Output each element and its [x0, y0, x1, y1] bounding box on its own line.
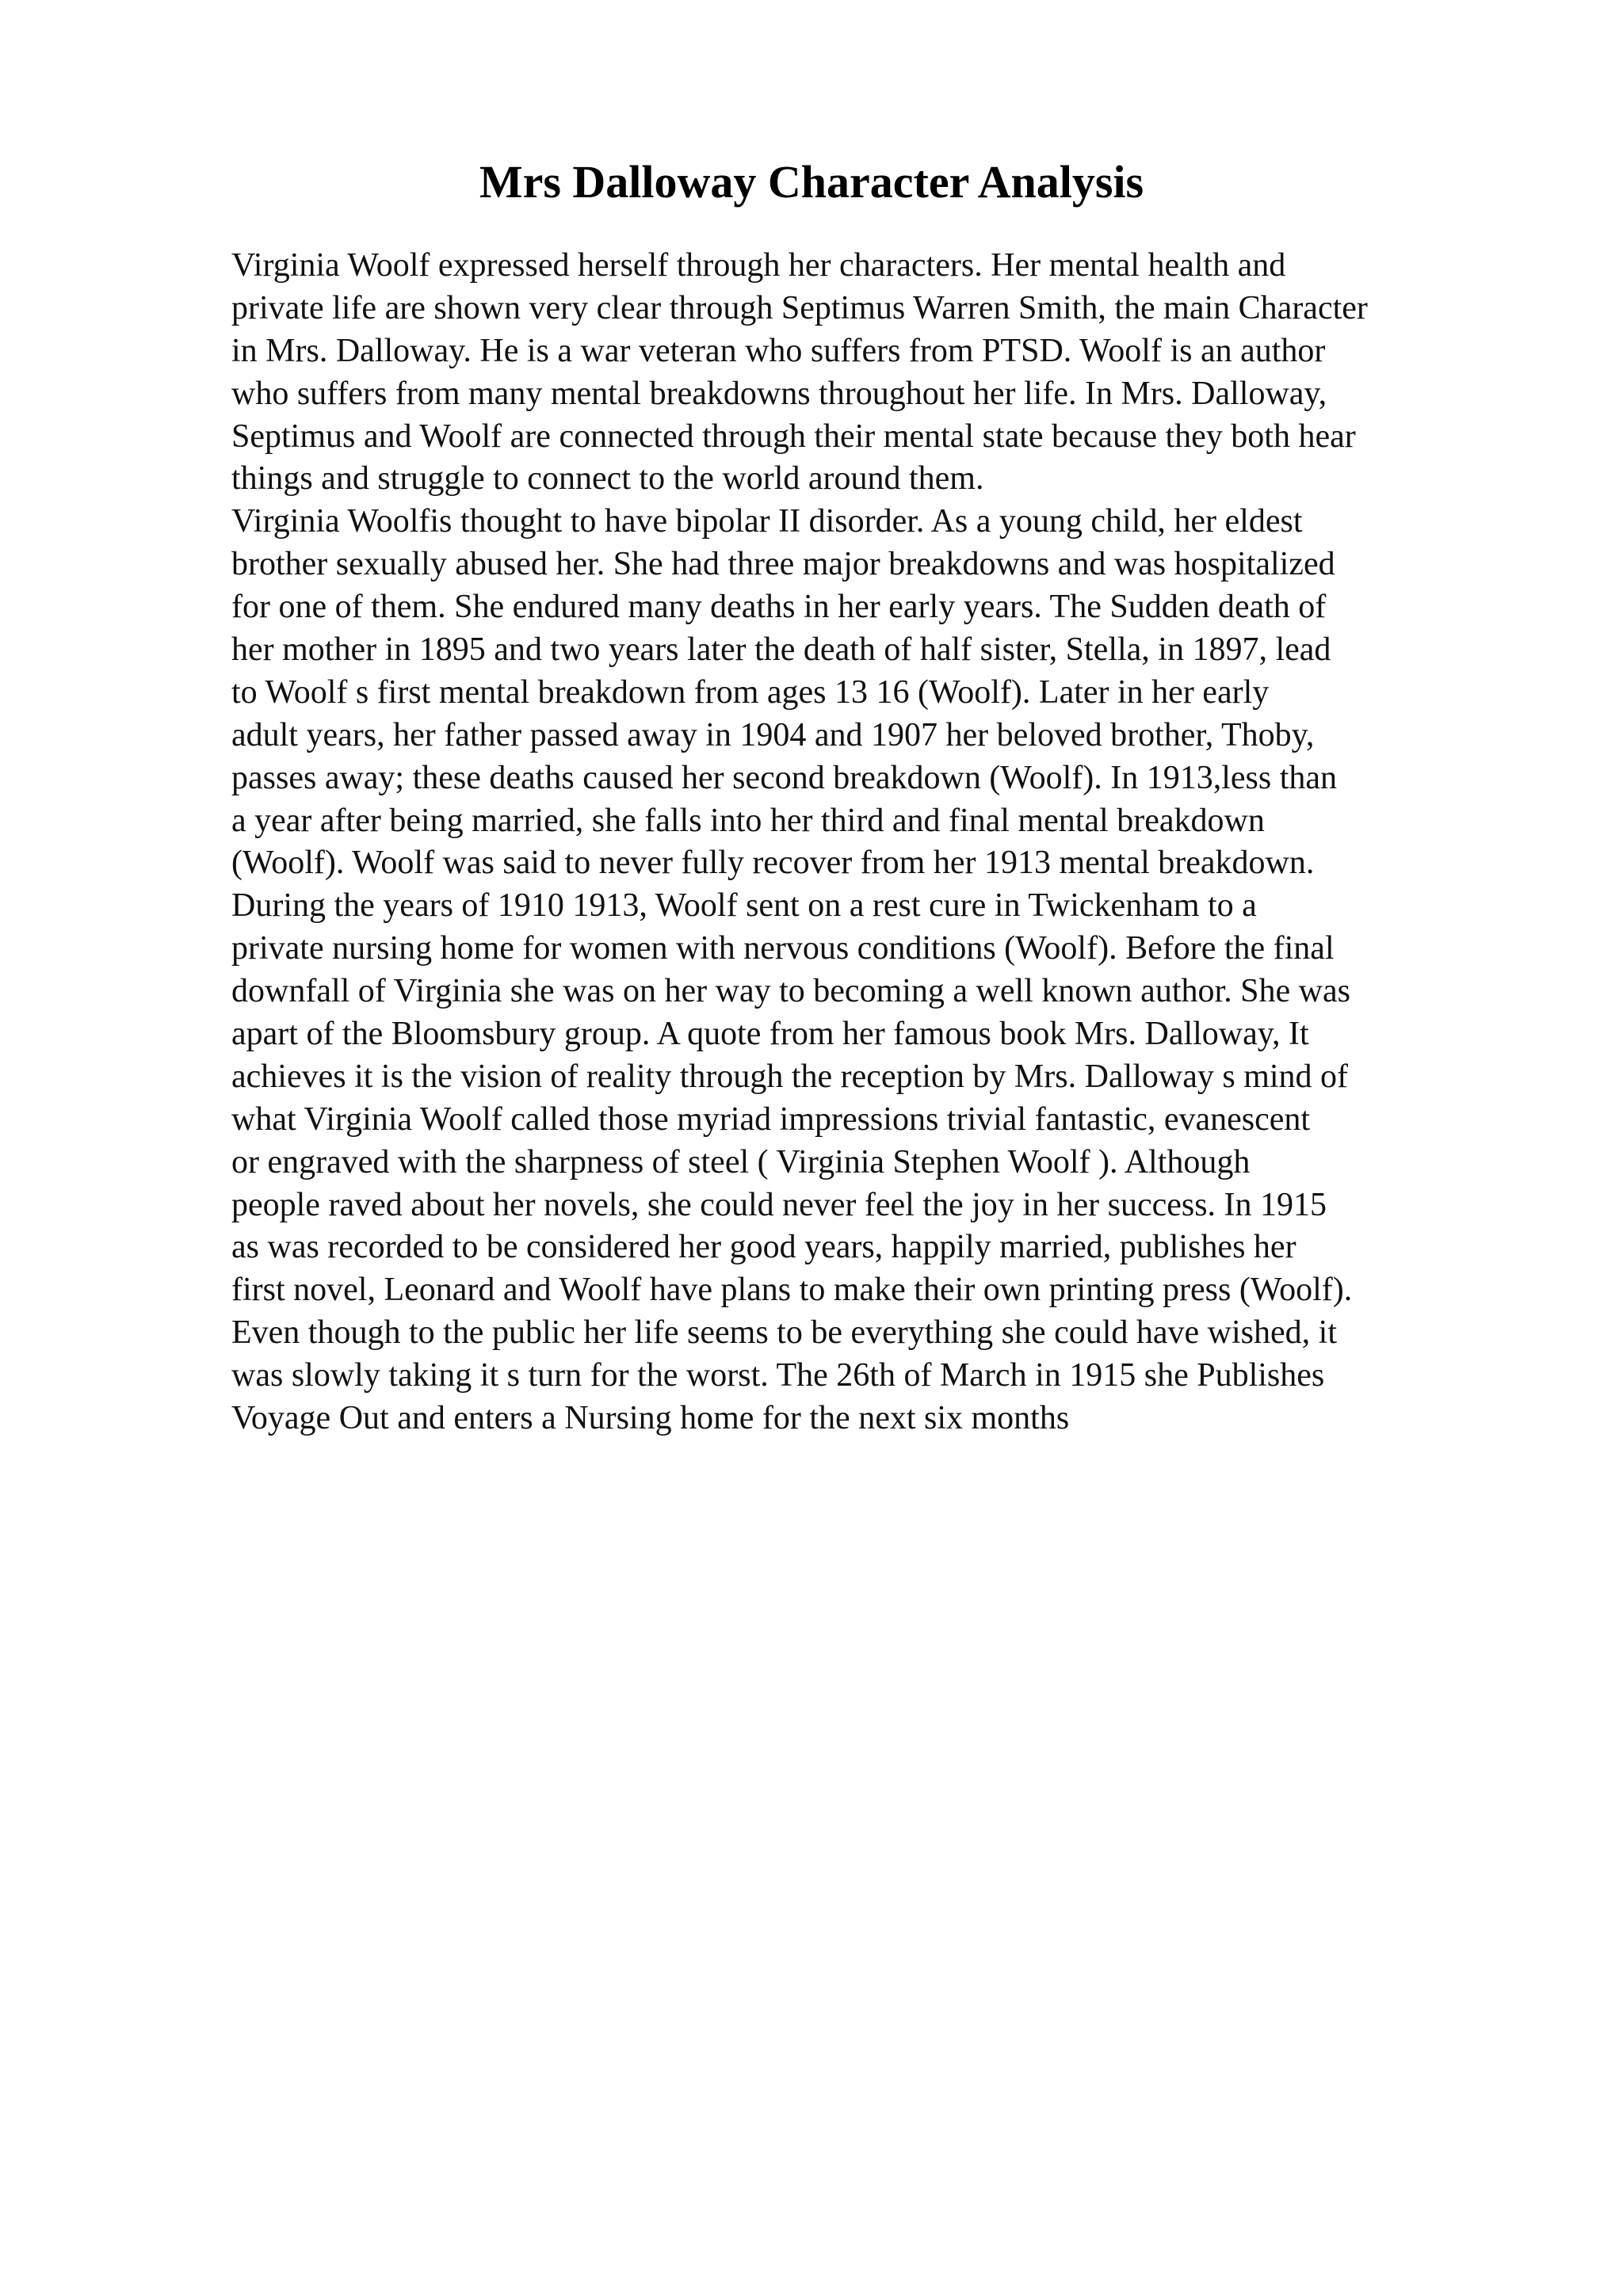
body-line: what Virginia Woolf called those myriad impressions trivial fantastic, evanescent [231, 1100, 1311, 1138]
body-line: During the years of 1910 1913, Woolf sent on a rest cure in Twickenham to a [231, 887, 1257, 925]
document-body [231, 245, 1579, 1440]
body-line: first novel, Leonard and Woolf have plans to make their own printing press (Woolf). [231, 1272, 1353, 1309]
body-line: Septimus and Woolf are connected through their mental state because they both hear [231, 418, 1356, 455]
body-line: was slowly taking it s turn for the worst. The 26th of March in 1915 she Publishes [231, 1357, 1325, 1394]
body-line: passes away; these deaths caused her second breakdown (Woolf). In 1913,less than [231, 759, 1338, 796]
body-line: achieves it is the vision of reality through the reception by Mrs. Dalloway s mind of [231, 1058, 1349, 1095]
body-line: private nursing home for women with nervous conditions (Woolf). Before the final [231, 930, 1335, 967]
body-line: Voyage Out and enters a Nursing home for the next six months [231, 1400, 1070, 1437]
body-line: her mother in 1895 and two years later the death of half sister, Stella, in 1897, lead [231, 631, 1331, 669]
body-line: adult years, her father passed away in 1904 and 1907 her beloved brother, Thoby, [231, 716, 1315, 753]
body-line: as was recorded to be considered her good years, happily married, publishes her [231, 1229, 1296, 1266]
body-line: to Woolf s first mental breakdown from ages 13 16 (Woolf). Later in her early [231, 673, 1270, 711]
body-line: in Mrs. Dalloway. He is a war veteran who suffers from PTSD. Woolf is an author [231, 332, 1326, 369]
body-line: Virginia Woolfis thought to have bipolar II disorder. As a young child, her eldest [231, 503, 1303, 540]
body-line: private life are shown very clear through Septimus Warren Smith, the main Character [231, 289, 1368, 326]
body-line: who suffers from many mental breakdowns throughout her life. In Mrs. Dalloway, [231, 375, 1327, 412]
body-line: Virginia Woolf expressed herself through her characters. Her mental health and [231, 247, 1286, 284]
document-title: Mrs Dalloway Character Analysis [479, 156, 1144, 208]
body-line: apart of the Bloomsbury group. A quote from her famous book Mrs. Dalloway, It [231, 1016, 1309, 1053]
body-line: people raved about her novels, she could never feel the joy in her success. In 1915 [231, 1186, 1327, 1223]
body-line: downfall of Virginia she was on her way to becoming a well known author. She was [231, 973, 1350, 1010]
body-line: brother sexually abused her. She had three major breakdowns and was hospitalized [231, 546, 1335, 583]
body-line: a year after being married, she falls into her third and final mental breakdown [231, 802, 1265, 839]
body-line: (Woolf). Woolf was said to never fully recover from her 1913 mental breakdown. [231, 845, 1315, 882]
body-line: things and struggle to connect to the world around them. [231, 460, 984, 498]
body-line: Even though to the public her life seems to be everything she could have wished, it [231, 1314, 1337, 1352]
body-line: for one of them. She endured many deaths in her early years. The Sudden death of [231, 589, 1327, 626]
body-line: or engraved with the sharpness of steel ( Virginia Stephen Woolf ). Although [231, 1143, 1251, 1180]
